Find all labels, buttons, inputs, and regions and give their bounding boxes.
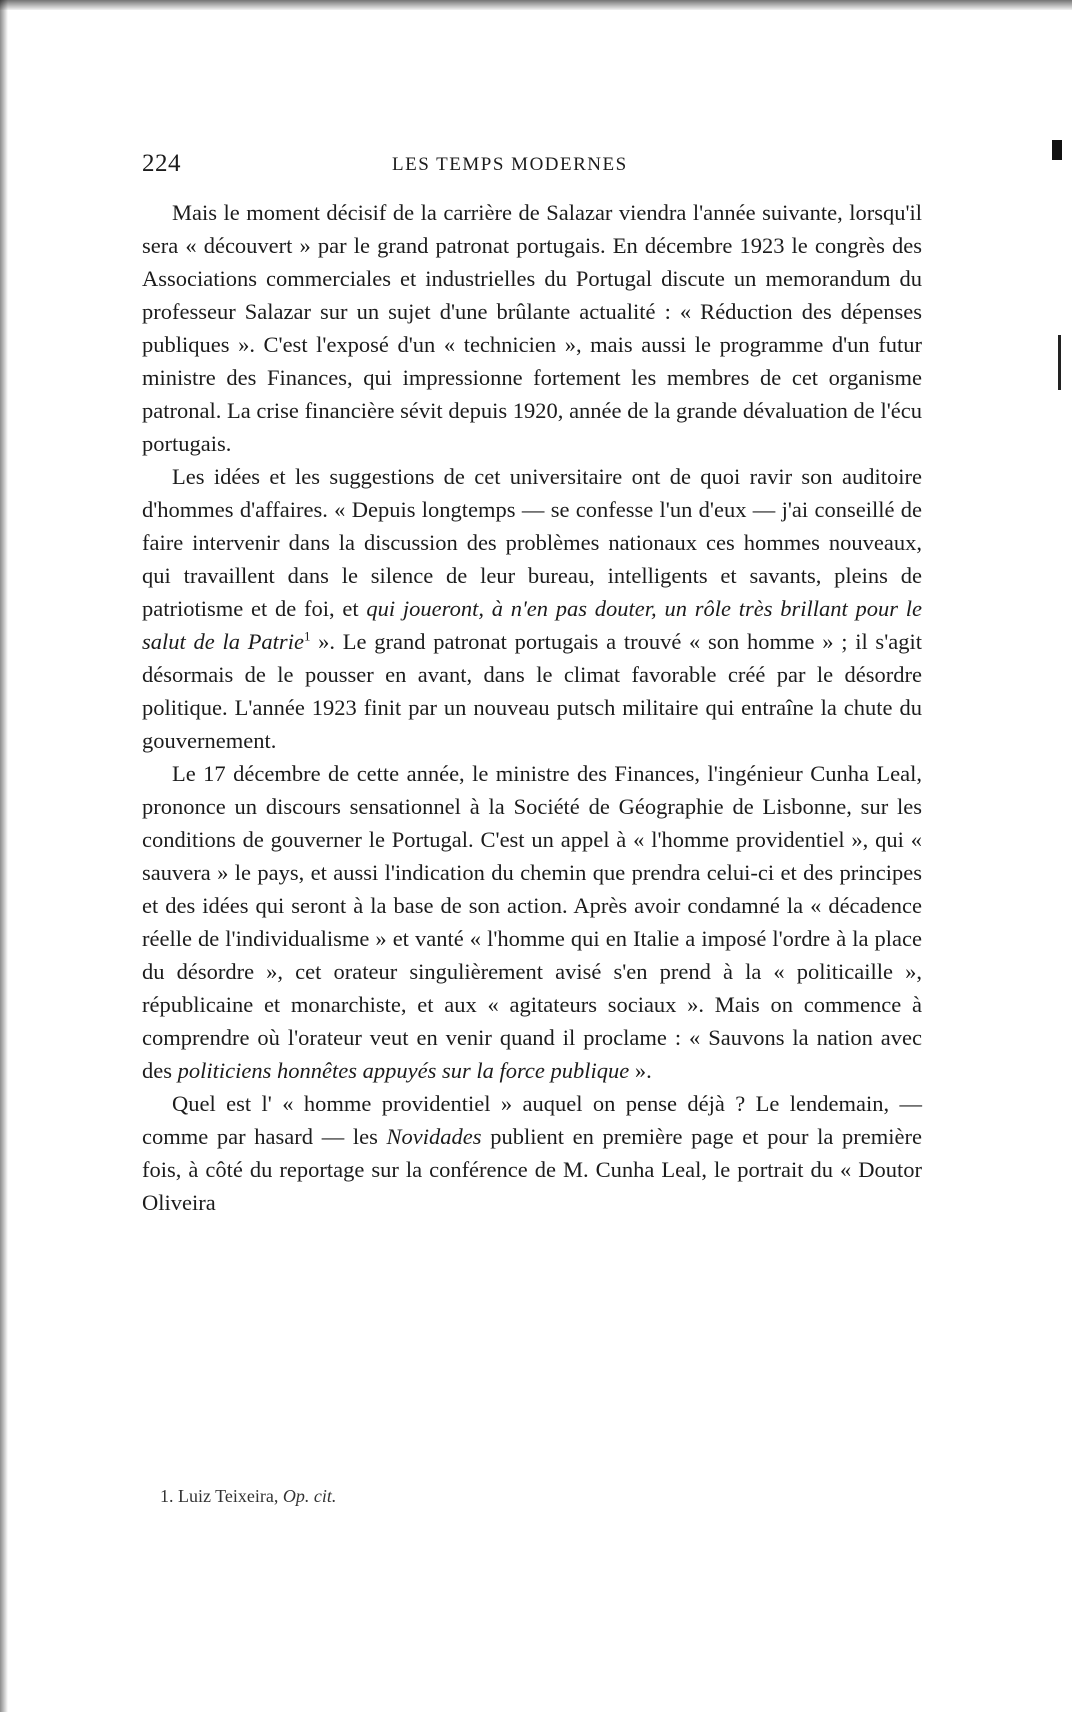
paragraph-2-text-end: ». Le grand patronat portugais a trouvé « son homme » ; il s'agit désormais de le pousser en avant, dans le climat favorable créé par le désordre politique. L'année 1923 finit par un nouveau putsch militaire qui entraîne la chute du gouvernement.: [142, 629, 922, 753]
footnote-ref: 1: [303, 628, 311, 644]
paragraph-2-text: Les idées et les suggestions de cet universitaire ont de quoi ravir son auditoire d'hommes d'affaires. « Depuis longtemps — se confesse l'un d'eux — j'ai conseillé de faire intervenir dans la discussion des problèmes nationaux ces hommes nouveaux, qui travaillent dans le silence de leur bureau, intelligents et savants, pleins de patriotisme et de foi, et: [142, 464, 922, 621]
page-header: [142, 150, 922, 184]
scan-edge-top: [0, 0, 1072, 10]
paragraph-2: [142, 460, 922, 757]
paragraph-4-text: Quel est l' « homme providentiel » auquel on pense déjà ? Le lendemain, — comme par hasard — les: [142, 1091, 922, 1149]
paragraph-3: [142, 757, 922, 1087]
paragraph-2-italic: qui joueront, à n'en pas douter, un rôle très brillant pour le salut de la Patrie: [142, 596, 923, 654]
paragraph-3-italic: politiciens honnêtes appuyés sur la force publique: [177, 1058, 630, 1083]
scan-mark: [1052, 140, 1062, 160]
footnote-author: Luiz Teixeira,: [178, 1486, 279, 1506]
footnote: [160, 1486, 336, 1507]
running-head: LES TEMPS MODERNES: [392, 154, 628, 175]
body-text: [142, 196, 922, 1219]
scan-bar: [1058, 335, 1061, 390]
footnote-number: 1.: [160, 1486, 174, 1506]
paragraph-4: [142, 1087, 922, 1219]
paragraph-4-italic: Novidades: [386, 1124, 482, 1149]
paragraph-3-text: Le 17 décembre de cette année, le ministre des Finances, l'ingénieur Cunha Leal, prononce un discours sensationnel à la Société de Géographie de Lisbonne, sur les conditions de gouverner le Portugal. C'est un appel à « l'homme providentiel », qui « sauvera » le pays, et aussi l'indication du chemin que prendra celui-ci et des principes et des idées qui seront à la base de son action. Après avoir condamné la « décadence réelle de l'individualisme » et vanté « l'homme qui en Italie a imposé l'ordre à la place du désordre », cet orateur singulièrement avisé s'en prend à la « politicaille », républicaine et monarchiste, et aux « agitateurs sociaux ». Mais on commence à comprendre où l'orateur veut en venir quand il proclame : « Sauvons la nation avec des: [142, 761, 922, 1083]
scan-edge-left: [0, 0, 8, 1712]
paragraph-1: Mais le moment décisif de la carrière de Salazar viendra l'année suivante, lorsqu'il sera « découvert » par le grand patronat portugais. En décembre 1923 le congrès des Associations commerciales et industrielles du Portugal discute un memorandum du professeur Salazar sur un sujet d'une brûlante actualité : « Réduction des dépenses publiques ». C'est l'exposé d'un « technicien », mais aussi le programme d'un futur ministre des Finances, qui impressionne fortement les membres de cet organisme patronal. La crise financière sévit depuis 1920, année de la grande dévaluation de l'écu portugais.: [142, 200, 922, 456]
page-number: 224: [142, 150, 181, 177]
footnote-ref-italic: Op. cit.: [282, 1486, 337, 1506]
paragraph-3-text-end: ».: [629, 1058, 652, 1083]
paragraph-4-text-end: publient en première page et pour la première fois, à côté du reportage sur la conférence de M. Cunha Leal, le portrait du « Doutor Oliveira: [142, 1124, 922, 1215]
